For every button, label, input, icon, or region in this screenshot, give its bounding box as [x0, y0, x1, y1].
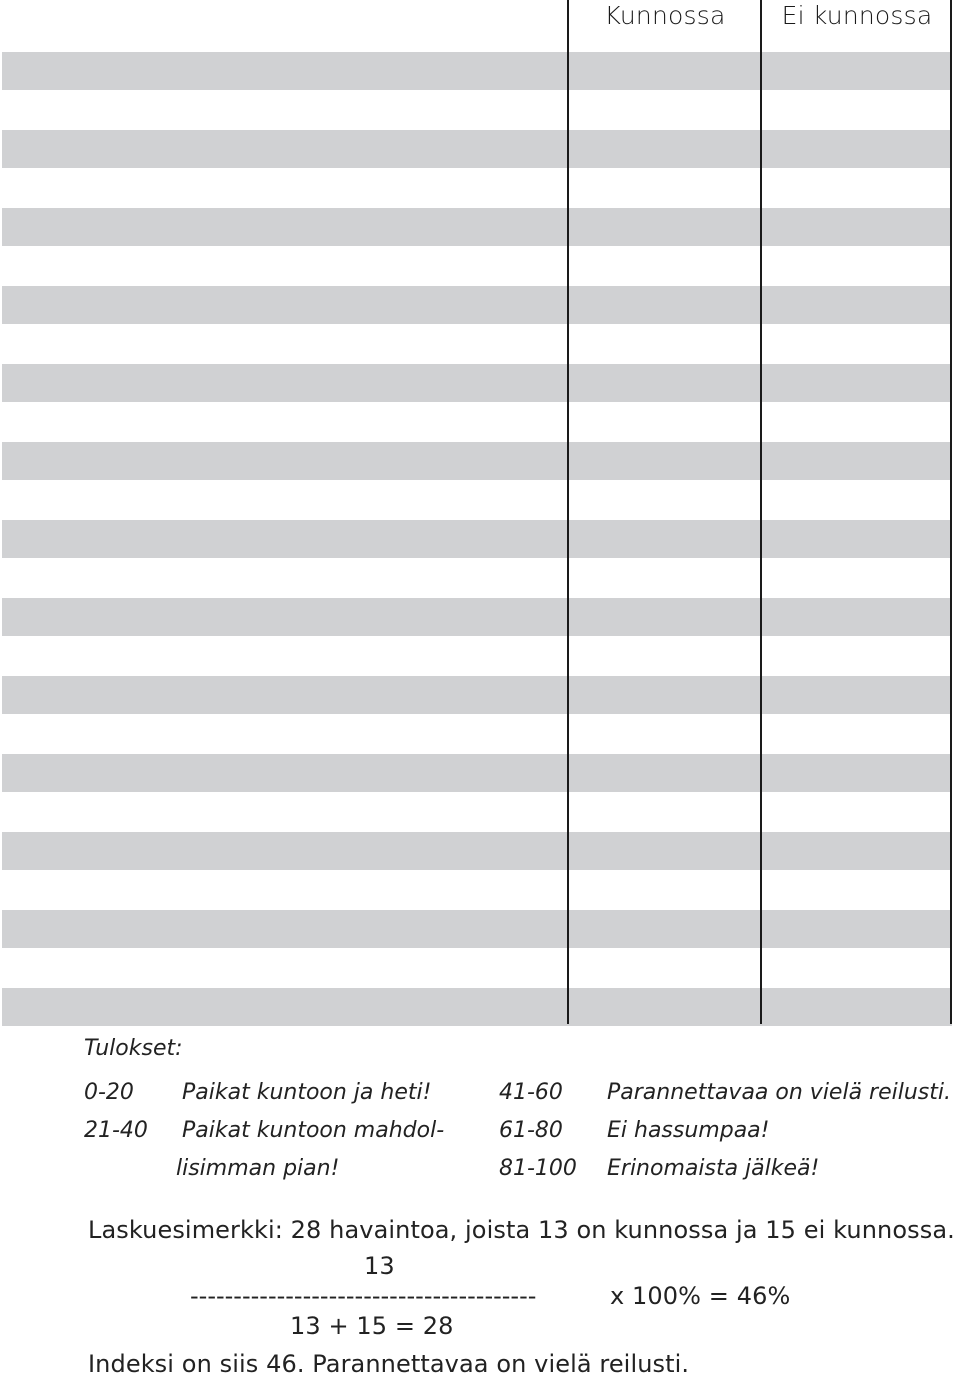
calculation-example: Laskuesimerkki: 28 havaintoa, joista 13 on kunnossa ja 15 ei kunnossa.	[88, 1216, 955, 1244]
checklist-row	[2, 520, 952, 558]
range-code: 61-80	[499, 1118, 563, 1143]
column-divider	[950, 0, 952, 1024]
index-conclusion: Indeksi on siis 46. Parannettavaa on vielä reilusti.	[88, 1350, 690, 1378]
results-title: Tulokset:	[84, 1036, 183, 1061]
range-text: Ei hassumpaa!	[607, 1118, 770, 1143]
checklist-row	[2, 754, 952, 792]
checklist-row	[2, 598, 952, 636]
checklist-row	[2, 442, 952, 480]
fraction-numerator: 13	[364, 1252, 395, 1280]
checklist-row	[2, 52, 952, 90]
column-header-not-ok: Ei kunnossa	[781, 1, 933, 30]
range-code: 21-40	[84, 1118, 148, 1143]
range-code: 0-20	[84, 1080, 134, 1105]
checklist-row	[2, 988, 952, 1026]
range-text: Parannettavaa on vielä reilusti.	[607, 1080, 951, 1105]
range-text: Paikat kuntoon mahdol-	[182, 1118, 445, 1143]
range-text: Paikat kuntoon ja heti!	[182, 1080, 432, 1105]
range-text: Erinomaista jälkeä!	[607, 1156, 820, 1181]
column-divider	[567, 0, 569, 1024]
checklist-row	[2, 208, 952, 246]
fraction-line: ----------------------------------------	[190, 1282, 537, 1310]
checklist-row	[2, 130, 952, 168]
checklist-row	[2, 676, 952, 714]
checklist-row	[2, 364, 952, 402]
range-code: 41-60	[499, 1080, 563, 1105]
fraction-multiplier: x 100% = 46%	[610, 1282, 791, 1310]
checklist-row	[2, 286, 952, 324]
checklist-row	[2, 910, 952, 948]
range-text: lisimman pian!	[176, 1156, 340, 1181]
column-divider	[760, 0, 762, 1024]
column-header-ok: Kunnossa	[604, 1, 726, 30]
range-code: 81-100	[499, 1156, 577, 1181]
checklist-row	[2, 832, 952, 870]
fraction-denominator: 13 + 15 = 28	[290, 1312, 454, 1340]
